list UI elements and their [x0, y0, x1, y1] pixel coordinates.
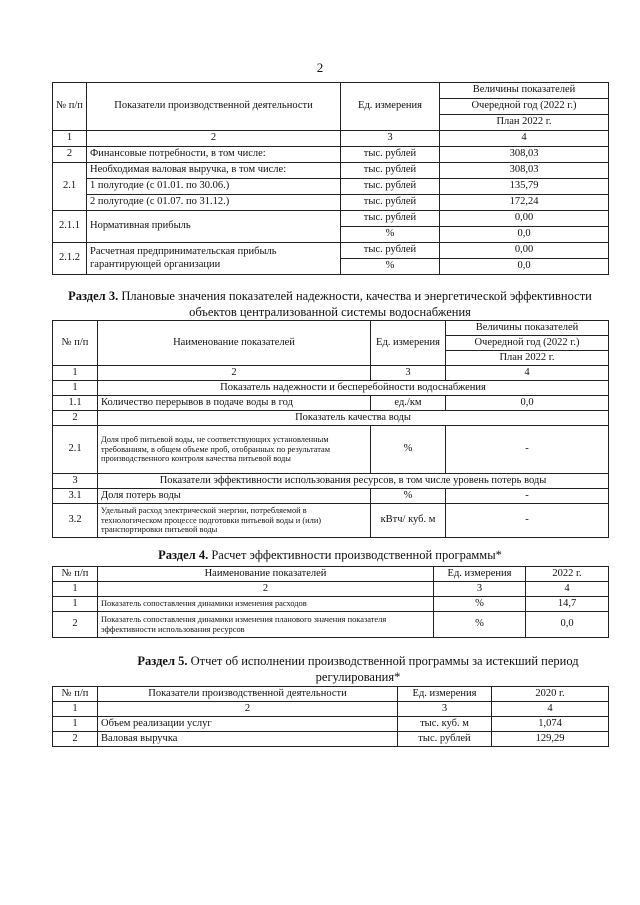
- index-cell: 4: [440, 131, 609, 147]
- group-row: [53, 474, 609, 489]
- table-efficiency: [52, 566, 609, 638]
- index-cell: 2: [98, 702, 398, 717]
- table-production-indicators: [52, 82, 609, 275]
- index-cell: 3: [434, 582, 526, 597]
- row-num: 1: [53, 597, 98, 612]
- row-num: 2.1.1: [53, 211, 87, 243]
- group-label: Показатель качества воды: [98, 411, 609, 426]
- table-row: [53, 732, 609, 747]
- row-num: 2: [53, 147, 87, 163]
- row-num: 2.1: [53, 163, 87, 211]
- row-value: 1,074: [492, 717, 609, 732]
- row-unit: тыс. рублей: [398, 732, 492, 747]
- row-value: 135,79: [440, 179, 609, 195]
- index-cell: 4: [492, 702, 609, 717]
- row-value: 308,03: [440, 163, 609, 179]
- col-header-num: № п/п: [53, 83, 87, 131]
- row-value: 0,0: [440, 259, 609, 275]
- group-label: Показатели эффективности использования ресурсов, в том числе уровень потерь воды: [98, 474, 609, 489]
- row-num: 1: [53, 717, 98, 732]
- row-name: Удельный расход электрической энергии, потребляемой в технологическом процессе подготовки питьевой воды и (или) транспортировки питьевой воды: [98, 504, 371, 538]
- row-name: Количество перерывов в подаче воды в год: [98, 396, 371, 411]
- row-value: -: [446, 504, 609, 538]
- index-cell: 1: [53, 366, 98, 381]
- col-header-year: Очередной год (2022 г.): [440, 99, 609, 115]
- index-cell: 4: [526, 582, 609, 597]
- row-name: Объем реализации услуг: [98, 717, 398, 732]
- section-4-prefix: Раздел 4.: [158, 548, 209, 562]
- section-5-title: Отчет об исполнении производственной программы за истекший период регулирования*: [190, 654, 579, 684]
- group-row: [53, 381, 609, 396]
- table-row: [53, 396, 609, 411]
- index-cell: 1: [53, 702, 98, 717]
- section-4-title: Расчет эффективности производственной программы*: [211, 548, 502, 562]
- group-row: [53, 411, 609, 426]
- col-header-values: Величины показателей: [446, 321, 609, 336]
- col-header-unit: Ед. измерения: [341, 83, 440, 131]
- table-row: [53, 717, 609, 732]
- row-value: 0,00: [440, 243, 609, 259]
- row-num: 2: [53, 732, 98, 747]
- col-header-values: Величины показателей: [440, 83, 609, 99]
- group-label: Показатель надежности и бесперебойности водоснабжения: [98, 381, 609, 396]
- row-num: 2: [53, 612, 98, 638]
- table-row: [53, 179, 609, 195]
- col-header-plan: План 2022 г.: [440, 115, 609, 131]
- section-5-heading: [108, 654, 608, 685]
- row-value: -: [446, 426, 609, 474]
- col-header-unit: Ед. измерения: [371, 321, 446, 366]
- row-value: 0,00: [440, 211, 609, 227]
- row-name: Нормативная прибыль: [87, 211, 341, 243]
- col-header-name: Показатели производственной деятельности: [98, 687, 398, 702]
- column-index-row: [53, 131, 609, 147]
- section-3-title: Плановые значения показателей надежности, качества и энергетической эффективности объектов централизованной системы водоснабжения: [121, 289, 592, 319]
- col-header-name: Наименование показателей: [98, 321, 371, 366]
- row-name: Расчетная предпринимательская прибыль гарантирующей организации: [87, 243, 341, 275]
- section-3-heading: [60, 289, 600, 320]
- col-header-unit: Ед. измерения: [398, 687, 492, 702]
- row-num: 2.1.2: [53, 243, 87, 275]
- row-num: 3.1: [53, 489, 98, 504]
- table-row: [53, 612, 609, 638]
- row-name: 1 полугодие (с 01.01. по 30.06.): [87, 179, 341, 195]
- table-row: [53, 597, 609, 612]
- index-cell: 2: [98, 366, 371, 381]
- row-name: Финансовые потребности, в том числе:: [87, 147, 341, 163]
- row-name: Необходимая валовая выручка, в том числе:: [87, 163, 341, 179]
- table-row: [53, 147, 609, 163]
- column-index-row: [53, 582, 609, 597]
- group-num: 3: [53, 474, 98, 489]
- table-row: [53, 195, 609, 211]
- row-num: 1.1: [53, 396, 98, 411]
- col-header-name: Показатели производственной деятельности: [87, 83, 341, 131]
- section-3-prefix: Раздел 3.: [68, 289, 119, 303]
- index-cell: 3: [371, 366, 446, 381]
- row-name: Показатель сопоставления динамики изменения планового значения показателя эффективности использования ресурсов: [98, 612, 434, 638]
- row-name: 2 полугодие (с 01.07. по 31.12.): [87, 195, 341, 211]
- row-unit: тыс. куб. м: [398, 717, 492, 732]
- col-header-num: № п/п: [53, 567, 98, 582]
- row-unit: тыс. рублей: [341, 147, 440, 163]
- index-cell: 1: [53, 582, 98, 597]
- row-unit: %: [434, 597, 526, 612]
- row-name: Доля проб питьевой воды, не соответствующих установленным требованиям, в общем объеме проб, отобранных по результатам производственного контроля качества питьевой воды: [98, 426, 371, 474]
- row-value: 172,24: [440, 195, 609, 211]
- col-header-year: Очередной год (2022 г.): [446, 336, 609, 351]
- table-row: [53, 163, 609, 179]
- page-number: 2: [316, 60, 324, 75]
- row-value: 0,0: [446, 396, 609, 411]
- col-header-year: 2020 г.: [492, 687, 609, 702]
- row-unit: тыс. рублей: [341, 195, 440, 211]
- row-unit: тыс. рублей: [341, 179, 440, 195]
- table-row: [53, 504, 609, 538]
- index-cell: 3: [398, 702, 492, 717]
- row-unit: %: [434, 612, 526, 638]
- row-num: 3.2: [53, 504, 98, 538]
- row-value: 0,0: [440, 227, 609, 243]
- section-5-prefix: Раздел 5.: [137, 654, 188, 668]
- row-unit: кВтч/ куб. м: [371, 504, 446, 538]
- index-cell: 4: [446, 366, 609, 381]
- column-index-row: [53, 702, 609, 717]
- col-header-num: № п/п: [53, 321, 98, 366]
- table-row: [53, 211, 609, 227]
- section-4-heading: [60, 548, 600, 564]
- row-value: 14,7: [526, 597, 609, 612]
- index-cell: 2: [87, 131, 341, 147]
- row-unit: %: [371, 489, 446, 504]
- table-reliability-indicators: [52, 320, 609, 538]
- row-unit: ед./км: [371, 396, 446, 411]
- row-name: Доля потерь воды: [98, 489, 371, 504]
- row-value: 129,29: [492, 732, 609, 747]
- table-program-report: [52, 686, 609, 747]
- column-index-row: [53, 366, 609, 381]
- row-value: 0,0: [526, 612, 609, 638]
- col-header-unit: Ед. измерения: [434, 567, 526, 582]
- row-unit: тыс. рублей: [341, 243, 440, 259]
- row-unit: %: [341, 259, 440, 275]
- row-unit: тыс. рублей: [341, 163, 440, 179]
- group-num: 1: [53, 381, 98, 396]
- row-unit: %: [371, 426, 446, 474]
- index-cell: 2: [98, 582, 434, 597]
- col-header-num: № п/п: [53, 687, 98, 702]
- row-num: 2.1: [53, 426, 98, 474]
- table-row: [53, 426, 609, 474]
- row-name: Показатель сопоставления динамики изменения расходов: [98, 597, 434, 612]
- group-num: 2: [53, 411, 98, 426]
- row-unit: тыс. рублей: [341, 211, 440, 227]
- row-value: 308,03: [440, 147, 609, 163]
- col-header-name: Наименование показателей: [98, 567, 434, 582]
- col-header-plan: План 2022 г.: [446, 351, 609, 366]
- col-header-year: 2022 г.: [526, 567, 609, 582]
- table-row: [53, 243, 609, 259]
- row-value: -: [446, 489, 609, 504]
- table-row: [53, 489, 609, 504]
- row-unit: %: [341, 227, 440, 243]
- index-cell: 1: [53, 131, 87, 147]
- row-name: Валовая выручка: [98, 732, 398, 747]
- index-cell: 3: [341, 131, 440, 147]
